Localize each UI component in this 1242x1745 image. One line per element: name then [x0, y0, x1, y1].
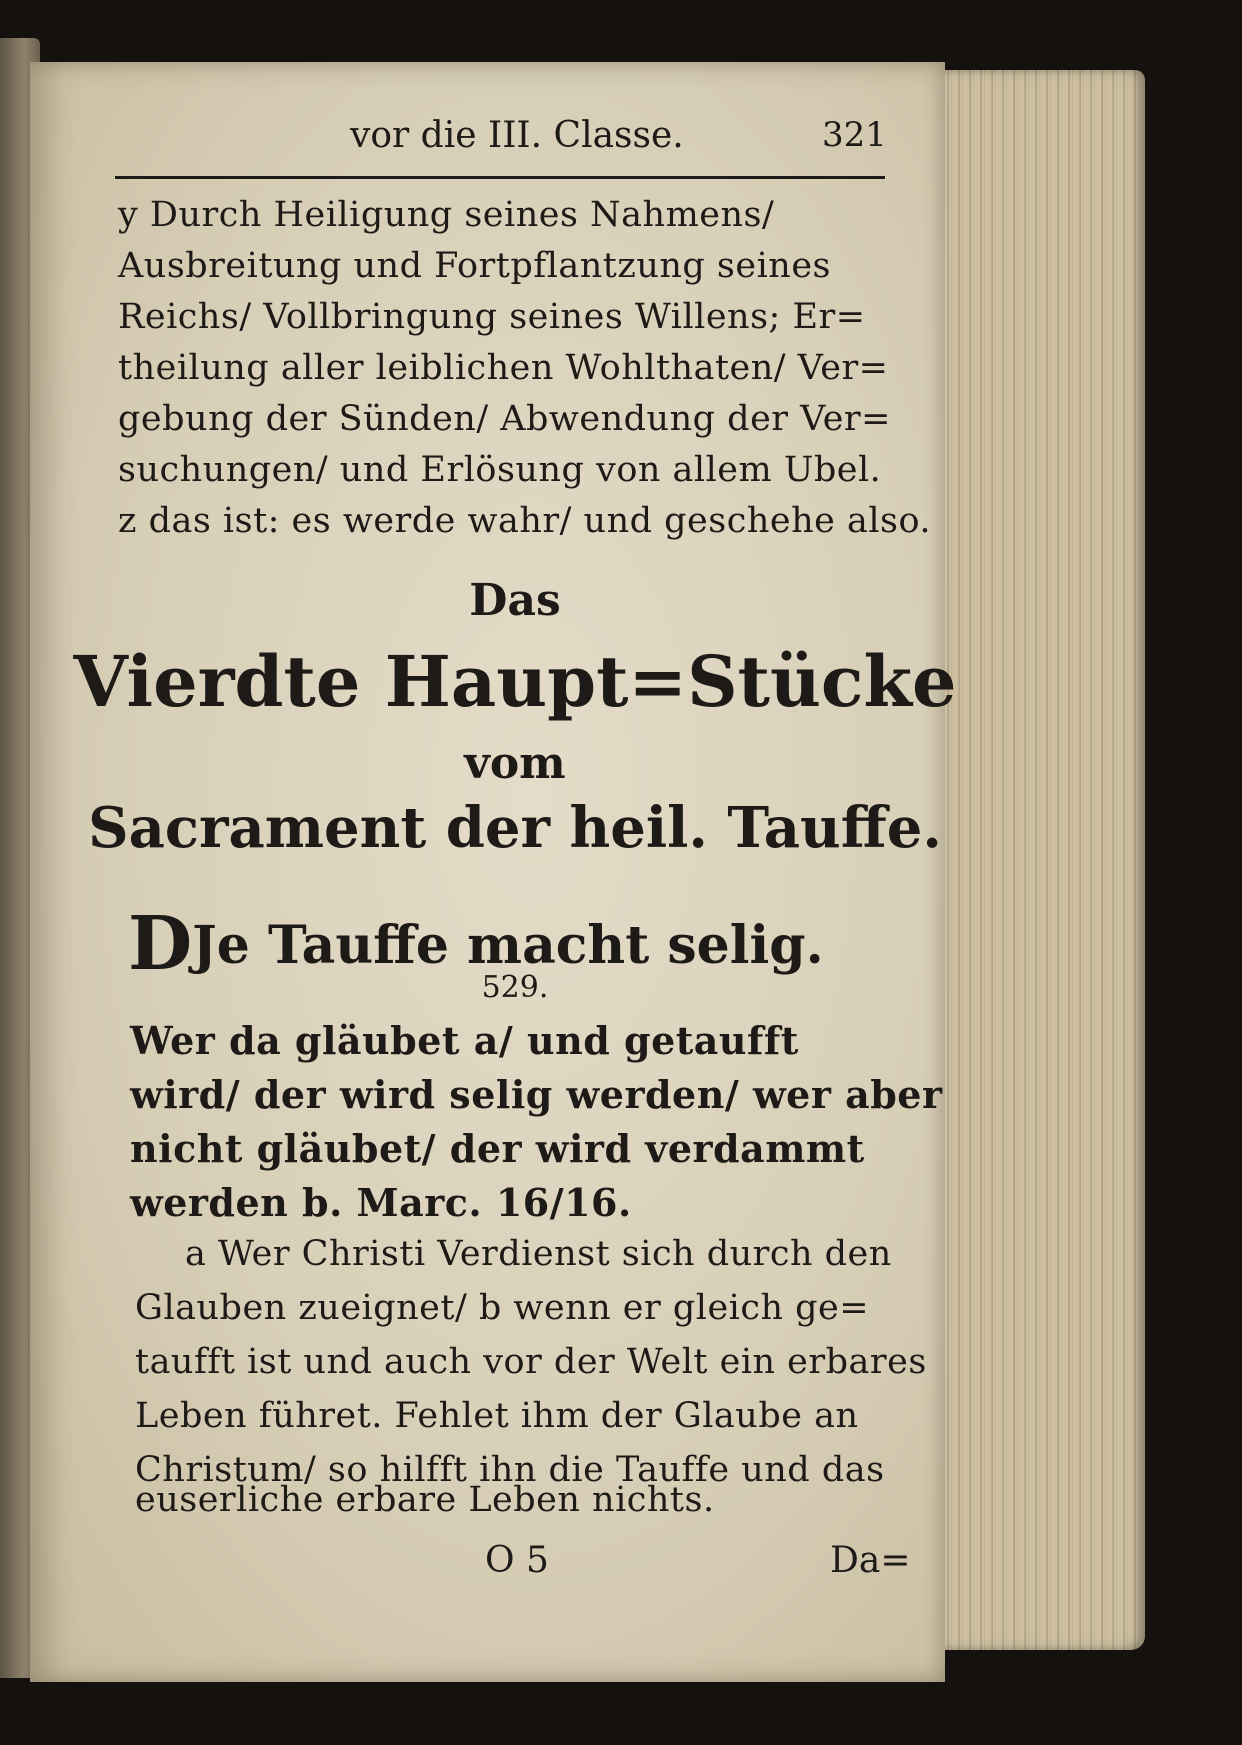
drop-cap: D	[128, 901, 193, 987]
verse-line: werden b. Marc. 16/16.	[130, 1180, 632, 1225]
note-line: euserliche erbare Leben nichts.	[135, 1480, 715, 1520]
prayer-line: y Durch Heiligung seines Nahmens/	[118, 195, 775, 235]
catchword: Da=	[830, 1540, 911, 1581]
note-line: Glauben zueignet/ b wenn er gleich ge=	[135, 1288, 870, 1328]
prayer-line: theilung aller leiblichen Wohlthaten/ Ver=	[118, 348, 889, 388]
note-line: Christum/ so hilfft ihn die Tauffe und das	[135, 1450, 885, 1490]
note-line: Leben führet. Fehlet ihm der Glaube an	[135, 1396, 859, 1436]
running-head: vor die III. Classe.	[350, 115, 684, 156]
heading-das: Das	[469, 575, 561, 626]
opening-sentence	[128, 895, 824, 987]
heading-subtitle: Sacrament der heil. Tauffe.	[88, 795, 942, 861]
heading-vom: vom	[464, 738, 566, 789]
prayer-line: Reichs/ Vollbringung seines Willens; Er=	[118, 297, 866, 337]
verse-line: nicht gläubet/ der wird verdammt	[130, 1126, 865, 1171]
page-number: 321	[822, 115, 887, 155]
verse-line: wird/ der wird selig werden/ wer aber	[130, 1072, 943, 1117]
note-line: a Wer Christi Verdienst sich durch den	[185, 1234, 892, 1274]
prayer-line: suchungen/ und Erlösung von allem Ubel.	[118, 450, 882, 490]
prayer-line: Ausbreitung und Fortpflantzung seines	[118, 246, 832, 286]
header-rule	[115, 176, 885, 179]
note-line: taufft ist und auch vor der Welt ein erbares	[135, 1342, 927, 1382]
opening-text: Je Tauffe macht selig.	[192, 915, 824, 976]
prayer-line: gebung der Sünden/ Abwendung der Ver=	[118, 399, 891, 439]
signature-mark: O 5	[485, 1540, 549, 1581]
verse-line: Wer da gläubet a/ und getaufft	[130, 1018, 799, 1063]
heading-title: Vierdte Haupt=Stücke	[73, 640, 957, 723]
prayer-line: z das ist: es werde wahr/ und geschehe also.	[118, 501, 932, 541]
verse-number: 529.	[481, 970, 549, 1005]
